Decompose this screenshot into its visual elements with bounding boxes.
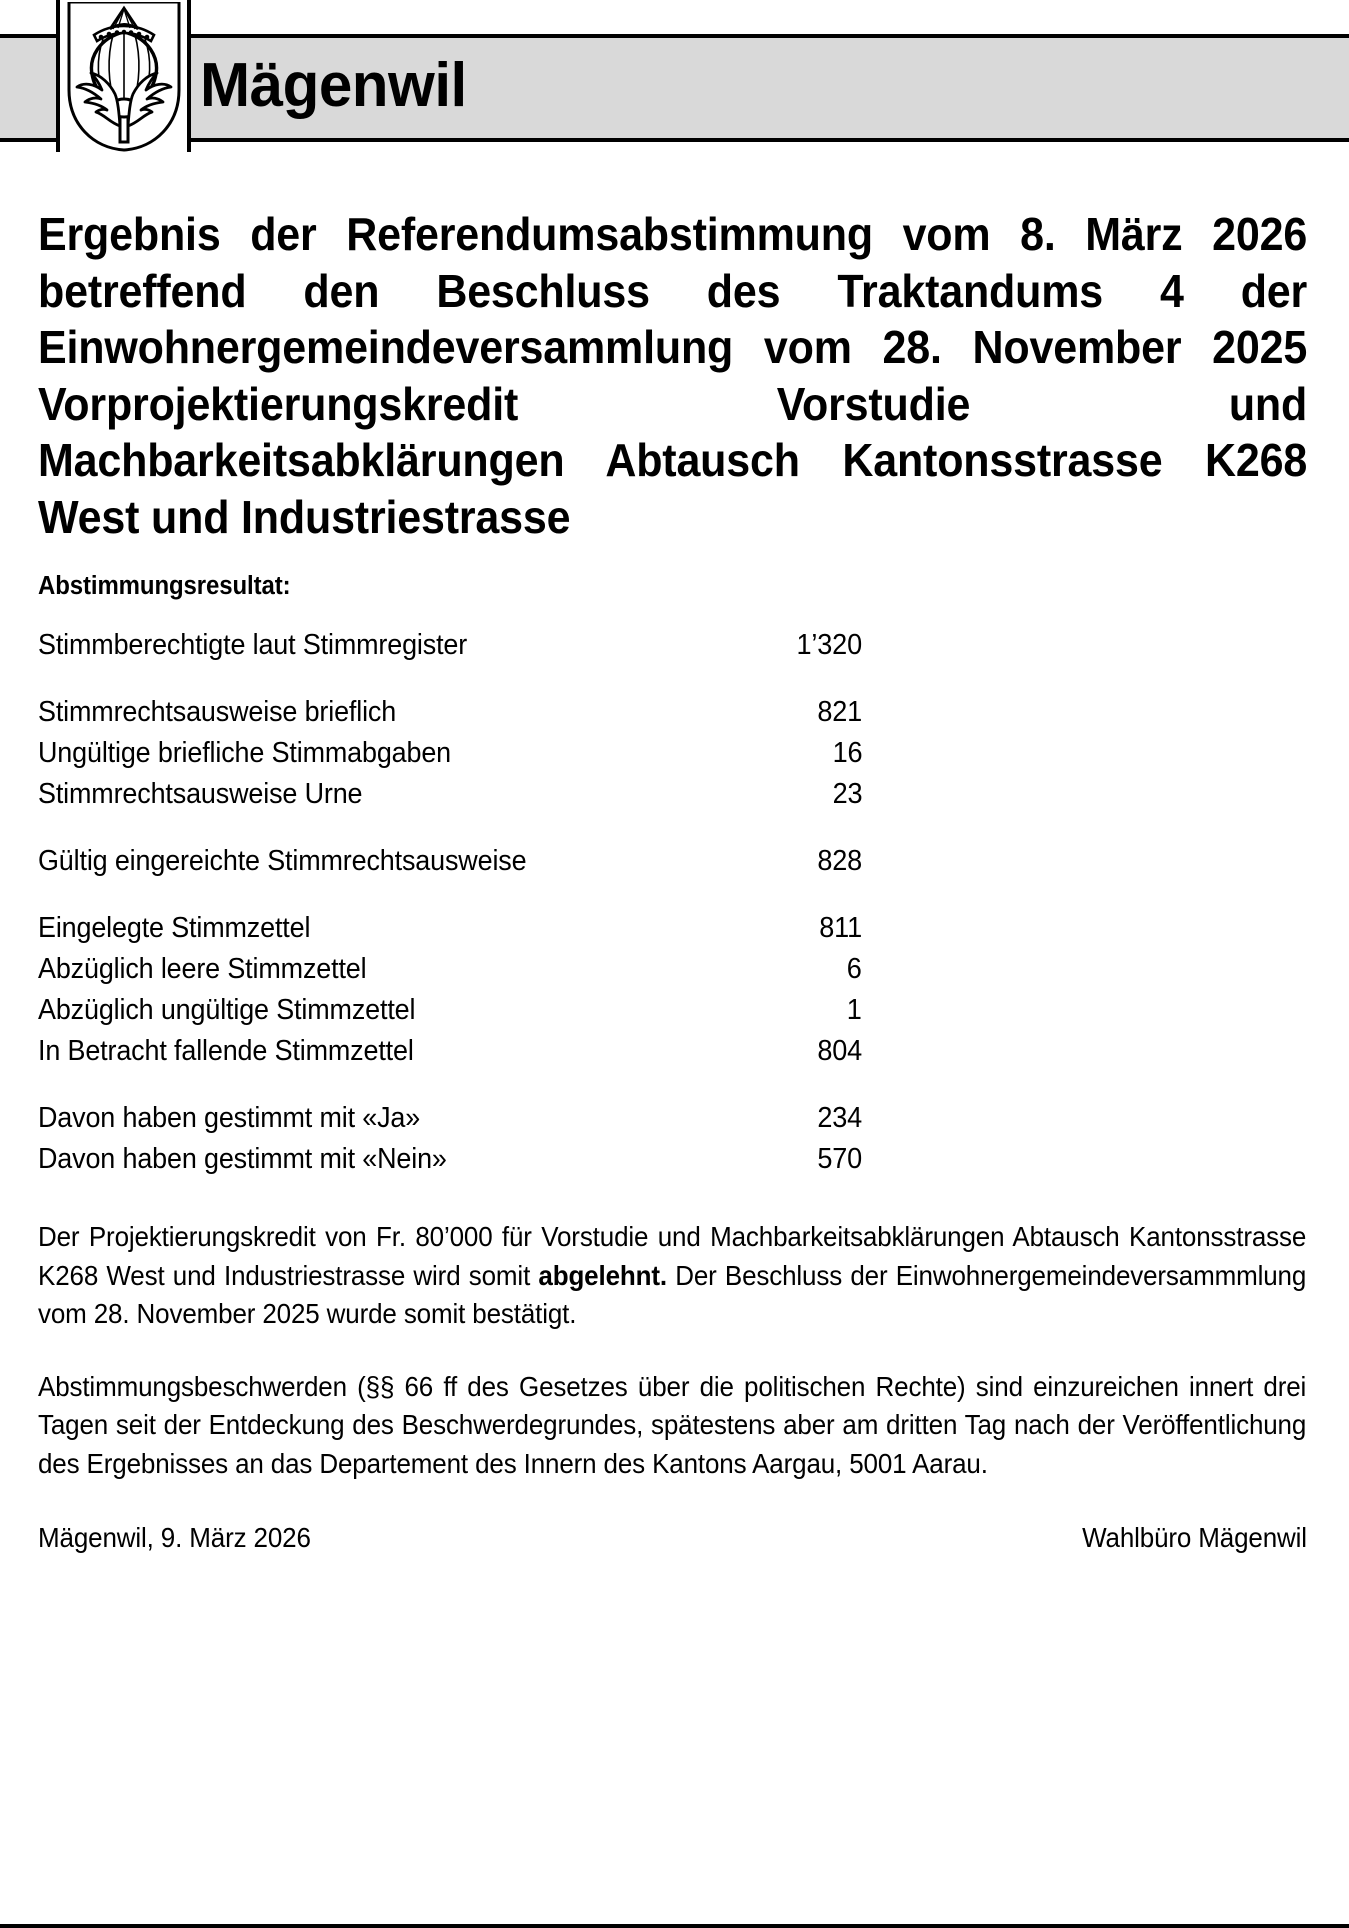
page-title: Ergebnis der Referendumsabstimmung vom 8. März 2026 betreffend den Beschluss des Traktandums 4 der Einwohnergemeindeversammlung vom 28. November 2025 Vorprojektierungskredit Vorstudie und Machbarkeitsabklärungen Abtausch Kantonsstrasse K268 West und Industriestrasse — [38, 208, 1308, 543]
results-group — [38, 841, 862, 882]
document-footer — [38, 1519, 1307, 1557]
table-row — [38, 625, 862, 666]
result-label: In Betracht fallende Stimmzettel — [38, 1035, 414, 1067]
place-and-date: Mägenwil, 9. März 2026 — [38, 1522, 311, 1553]
table-row — [38, 908, 862, 949]
results-group — [38, 692, 862, 815]
result-label: Ungültige briefliche Stimmabgaben — [38, 737, 452, 769]
table-row — [38, 692, 862, 733]
table-row — [38, 1098, 862, 1139]
result-label-no: Davon haben gestimmt mit «Nein» — [38, 1143, 447, 1175]
poppy-capsule-coat-of-arms-icon — [63, 2, 185, 152]
table-row — [38, 841, 862, 882]
table-row — [38, 774, 862, 815]
bottom-divider — [0, 1924, 1349, 1928]
issuing-authority: Wahlbüro Mägenwil — [1082, 1522, 1307, 1553]
result-value-yes: 234 — [817, 1102, 862, 1134]
result-value-no: 570 — [817, 1143, 862, 1175]
result-outcome-emphasis: abgelehnt. — [538, 1259, 667, 1291]
coat-of-arms-container — [56, 0, 191, 152]
result-statement-part1: Der Projektierungskredit von Fr. 80’000 für Vorstudie und Machbarkeitsabklärungen Abtausch Kantonsstrasse K268 West und Industriestrasse wird somit — [38, 1221, 1307, 1291]
result-value: 1’320 — [796, 629, 862, 661]
result-value: 16 — [832, 737, 862, 769]
result-value: 23 — [832, 778, 862, 810]
results-group — [38, 908, 862, 1072]
result-label: Eingelegte Stimmzettel — [38, 912, 311, 944]
page-content — [0, 206, 1349, 1557]
results-group — [38, 625, 862, 666]
result-value: 1 — [847, 994, 862, 1026]
table-row — [38, 990, 862, 1031]
result-value: 821 — [817, 696, 862, 728]
municipality-title: Mägenwil — [200, 51, 467, 120]
result-label: Stimmberechtigte laut Stimmregister — [38, 629, 468, 661]
result-label: Stimmrechtsausweise brieflich — [38, 696, 397, 728]
result-value: 828 — [817, 845, 862, 877]
result-statement-part2: Der Beschluss der Einwohnergemeindeversammmlung vom 28. November 2025 wurde somit bestätigt. — [38, 1259, 1307, 1329]
result-label: Abzüglich leere Stimmzettel — [38, 953, 367, 985]
result-value: 6 — [847, 953, 862, 985]
results-group — [38, 1098, 862, 1180]
voting-results-table — [38, 625, 862, 1180]
table-row — [38, 949, 862, 990]
appeal-information-paragraph: Abstimmungsbeschwerden (§§ 66 ff des Gesetzes über die politischen Rechte) sind einzureichen innert drei Tagen seit der Entdeckung des Beschwerdegrundes, spätestens aber am dritten Tag nach der Veröffentlichung des Ergebnisses an das Departement des Innern des Kantons Aargau, 5001 Aarau. — [38, 1370, 1307, 1479]
result-label: Abzüglich ungültige Stimmzettel — [38, 994, 416, 1026]
table-row — [38, 1031, 862, 1072]
result-value: 811 — [819, 912, 862, 944]
page-header — [0, 0, 1349, 152]
result-statement-paragraph — [38, 1218, 1306, 1334]
table-row — [38, 733, 862, 774]
result-label-yes: Davon haben gestimmt mit «Ja» — [38, 1102, 421, 1134]
result-label: Gültig eingereichte Stimmrechtsausweise — [38, 845, 527, 877]
result-label: Stimmrechtsausweise Urne — [38, 778, 363, 810]
table-row — [38, 1139, 862, 1180]
result-value: 804 — [817, 1035, 862, 1067]
results-subheading: Abstimmungsresultat: — [38, 572, 291, 600]
